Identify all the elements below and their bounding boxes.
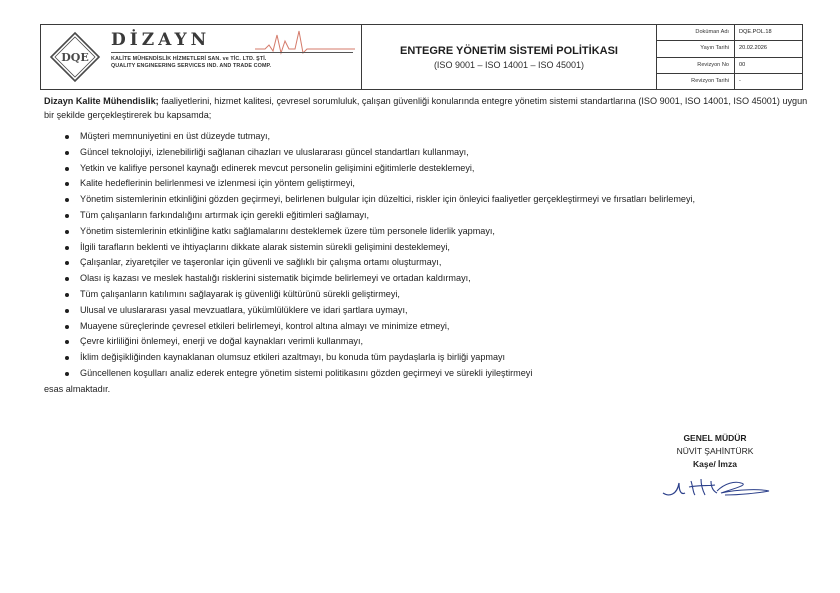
meta-label: Doküman Adı [657,25,735,40]
svg-text:DQE: DQE [61,51,89,64]
meta-label: Yayın Tarihi [657,41,735,56]
list-item: Yetkin ve kalifiye personel kaynağı edinerek mevcut personelin gelişimini eğitimlerle desteklemeyi, [44,161,814,177]
document-title: ENTEGRE YÖNETİM SİSTEMİ POLİTİKASI [400,44,618,57]
meta-row [657,74,802,90]
company-subtitle-en: QUALITY ENGINEERING SERVICES IND. AND TRADE COMP. [111,63,272,69]
intro-paragraph [44,94,814,122]
signatory-name: NÜVİT ŞAHİNTÜRK [676,446,754,456]
list-item: İklim değişikliğinden kaynaklanan olumsuz etkileri azaltmayı, bu konuda tüm paydaşlarla iş birliği yapmayı [44,350,814,366]
document-header [40,24,803,90]
title-block [362,25,657,89]
company-name: Dizayn Kalite Mühendislik; [44,96,159,106]
meta-value: 20.02.2026 [739,45,767,52]
list-item: Güncel teknolojiyi, izlenebilirliği sağlanan cihazları ve uluslararası güncel standartları kullanmayı, [44,145,814,161]
list-item: Olası iş kazası ve meslek hastalığı risklerini sistematik biçimde belirlemeyi ve ortadan kaldırmayı, [44,271,814,287]
document-standards: (ISO 9001 – ISO 14001 – ISO 45001) [433,59,585,70]
meta-label: Revizyon No [657,58,735,73]
list-item: Yönetim sistemlerinin etkinliğine katkı sağlamalarını desteklemek üzere tüm personele liderlik yapmayı, [44,224,814,240]
list-item: Tüm çalışanların katılımını sağlayarak iş güvenliği kültürünü sürekli geliştirmeyi, [44,287,814,303]
signature-block [650,432,780,501]
list-item: Çevre kirliliğini önlemeyi, enerji ve doğal kaynakları verimli kullanmayı, [44,334,814,350]
meta-label: Revizyon Tarihi [657,74,735,90]
meta-row [657,41,802,57]
list-item: Ulusal ve uluslararası yasal mevzuatlara, yükümlülüklere ve idari şartlara uymayı, [44,303,814,319]
meta-value: 00 [739,61,746,68]
meta-value: - [739,77,741,84]
policy-list [44,129,814,382]
company-subtitle-tr: KALİTE MÜHENDİSLİK HİZMETLERİ SAN. ve TİC. LTD. ŞTİ. [111,56,267,62]
meta-row [657,25,802,41]
document-meta-table [657,25,802,89]
list-item: Kalite hedeflerinin belirlenmesi ve izlenmesi için yöntem geliştirmeyi, [44,176,814,192]
list-item: Yönetim sistemlerinin etkinliğini gözden geçirmeyi, belirlenen bulgular için düzeltici, riskler için önleyici faaliyetler gerçekleştirmeyi ve fırsatları belirlemeyi, [44,192,814,208]
list-item: İlgili tarafların beklenti ve ihtiyaçlarını dikkate alarak sistemin sürekli gelişimini desteklemeyi, [44,240,814,256]
list-item: Çalışanlar, ziyaretçiler ve taşeronlar için güvenli ve sağlıklı bir çalışma ortamı oluşturmayı, [44,255,814,271]
list-item: Tüm çalışanların farkındalığını artırmak için gerekli eğitimleri sağlamayı, [44,208,814,224]
stamp-signature-label: Kaşe/ İmza [693,459,737,469]
closing-text: esas almaktadır. [44,383,111,394]
meta-row [657,58,802,74]
signatory-title: GENEL MÜDÜR [683,433,747,443]
brand-name: DİZAYN [111,30,211,50]
company-logo-block [41,25,362,89]
list-item: Muayene süreçlerinde çevresel etkileri belirlemeyi, kontrol altına almayı ve minimize etmeyi, [44,319,814,335]
handwritten-signature [655,473,775,501]
brand-divider [111,52,353,53]
meta-value: DQE.POL.18 [739,29,772,35]
dqe-logo-icon [49,31,101,83]
intro-text: faaliyetlerini, hizmet kalitesi, çevresel sorumluluk, çalışan güvenliği konularında entegre yönetim sistemi standartlarına (ISO 9001, ISO 14001, ISO 45001) uygun bir şekilde gerçekleştirerek bu kapsamda; [44,96,808,120]
list-item: Güncellenen koşulları analiz ederek entegre yönetim sistemi politikasını gözden geçirmeyi ve sürekli iyileştirmeyi [44,366,814,382]
policy-content [44,94,814,397]
list-item: Müşteri memnuniyetini en üst düzeyde tutmayı, [44,129,814,145]
